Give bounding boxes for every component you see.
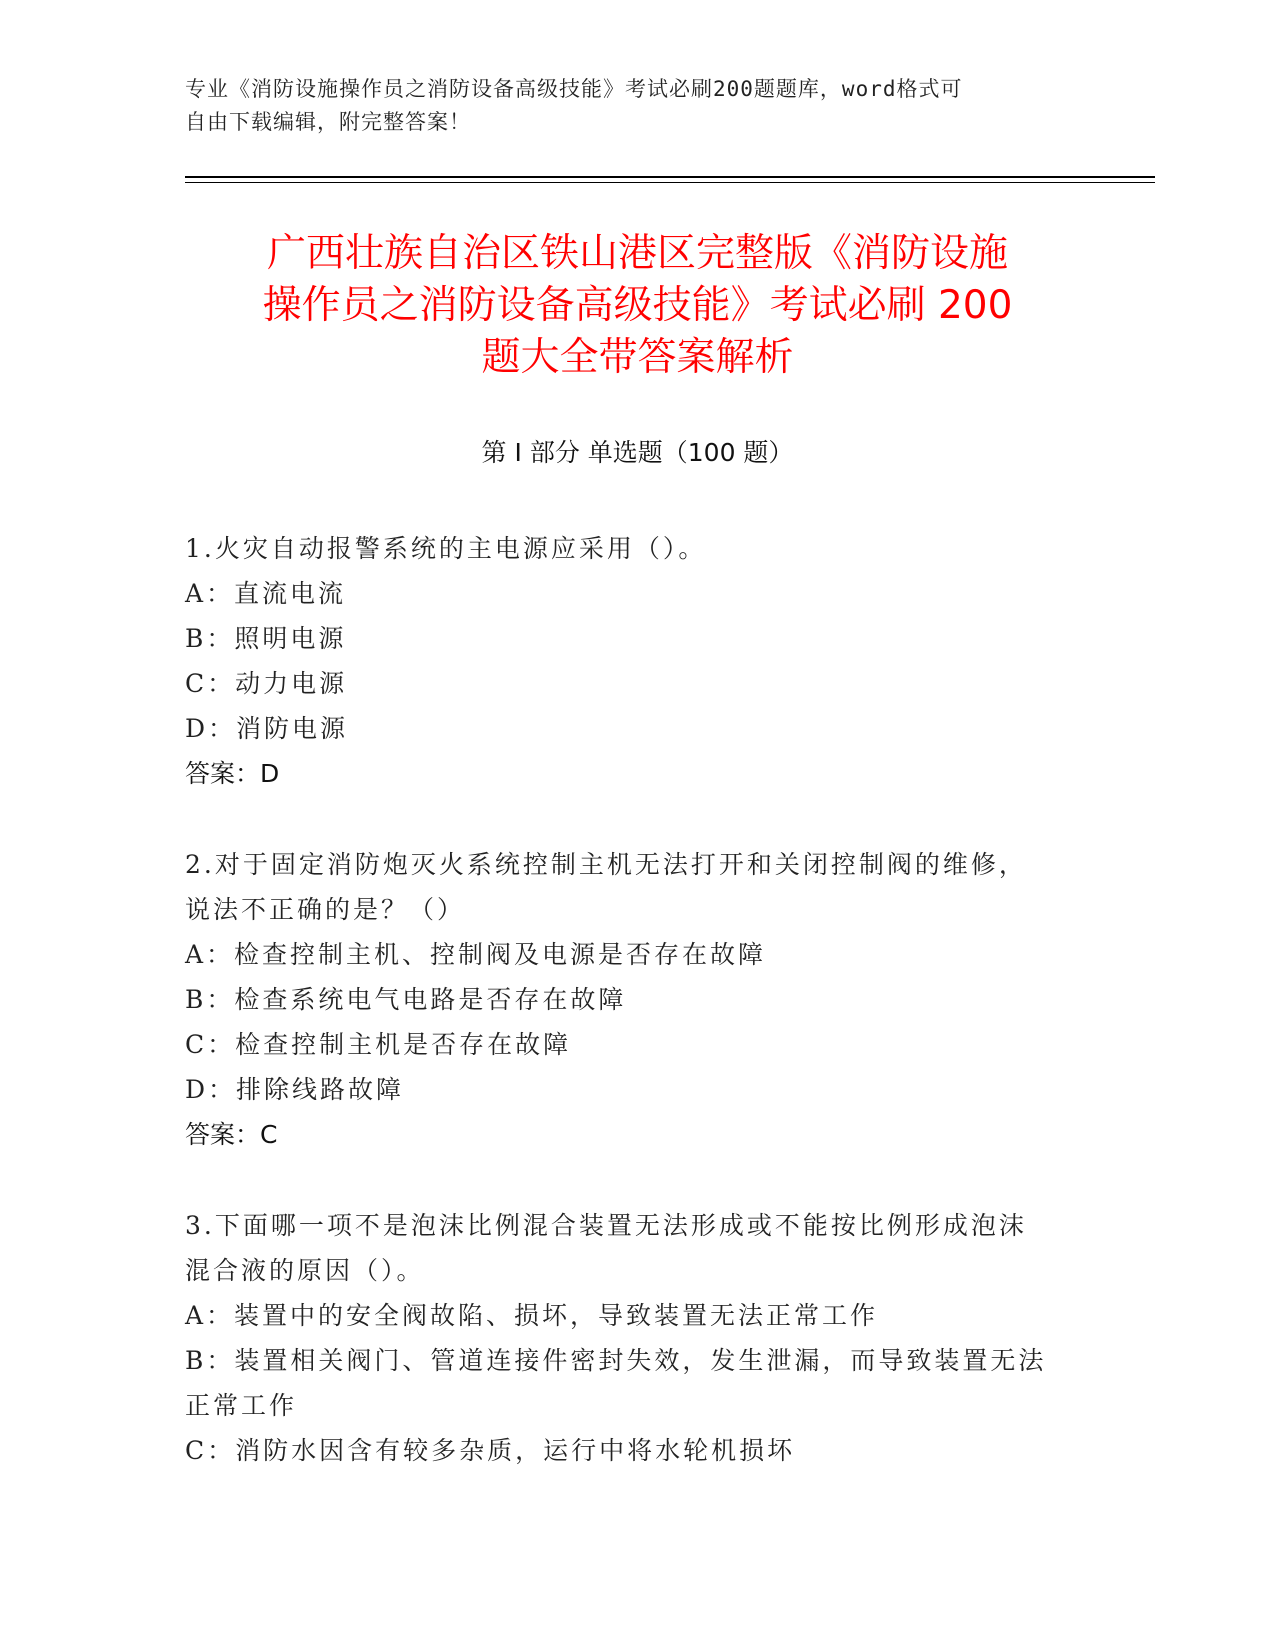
question-item: [185, 842, 1065, 1157]
question-option: D：排除线路故障: [185, 1075, 405, 1104]
question-option: C：检查控制主机是否存在故障: [185, 1030, 572, 1059]
question-option: C：动力电源: [185, 669, 348, 698]
question-stem: 3.下面哪一项不是泡沫比例混合装置无法形成或不能按比例形成泡沫: [185, 1211, 1027, 1240]
question-option: B：检查系统电气电路是否存在故障: [185, 985, 627, 1014]
question-option: 正常工作: [185, 1391, 298, 1420]
section-heading: 第 I 部分 单选题（100 题）: [481, 438, 794, 467]
question-stem: 1.火灾自动报警系统的主电源应采用（）。: [185, 534, 707, 563]
question-stem: 说法不正确的是？（）: [185, 895, 466, 924]
question-option: A：装置中的安全阀故陷、损坏，导致装置无法正常工作: [185, 1301, 879, 1330]
question-stem: 2.对于固定消防炮灭火系统控制主机无法打开和关闭控制阀的维修，: [185, 850, 1027, 879]
question-option: B：装置相关阀门、管道连接件密封失效，发生泄漏，而导致装置无法: [185, 1346, 1047, 1375]
document-title: [185, 228, 1090, 384]
header-note: [185, 73, 1085, 139]
header-note-line: 自由下载编辑，附完整答案！: [185, 110, 471, 134]
header-rule-thick: [185, 176, 1155, 178]
document-title-line: 广西壮族自治区铁山港区完整版《消防设施: [266, 231, 1008, 276]
question-answer: 答案：C: [185, 1120, 278, 1149]
header-rule-thin: [185, 182, 1155, 183]
question-option: C：消防水因含有较多杂质，运行中将水轮机损坏: [185, 1436, 796, 1465]
header-note-line: 专业《消防设施操作员之消防设备高级技能》考试必刷200题题库，word格式可: [185, 77, 963, 101]
question-option: A：直流电流: [185, 579, 347, 608]
document-title-line: 操作员之消防设备高级技能》考试必刷 200: [262, 283, 1013, 328]
document-title-line: 题大全带答案解析: [481, 335, 794, 380]
question-answer: 答案：D: [185, 759, 280, 788]
question-option: B：照明电源: [185, 624, 347, 653]
question-option: A：检查控制主机、控制阀及电源是否存在故障: [185, 940, 767, 969]
question-option: D：消防电源: [185, 714, 349, 743]
question-list: [185, 526, 1065, 1519]
question-item: [185, 526, 1065, 796]
question-item: [185, 1203, 1065, 1473]
question-stem: 混合液的原因（）。: [185, 1256, 425, 1285]
